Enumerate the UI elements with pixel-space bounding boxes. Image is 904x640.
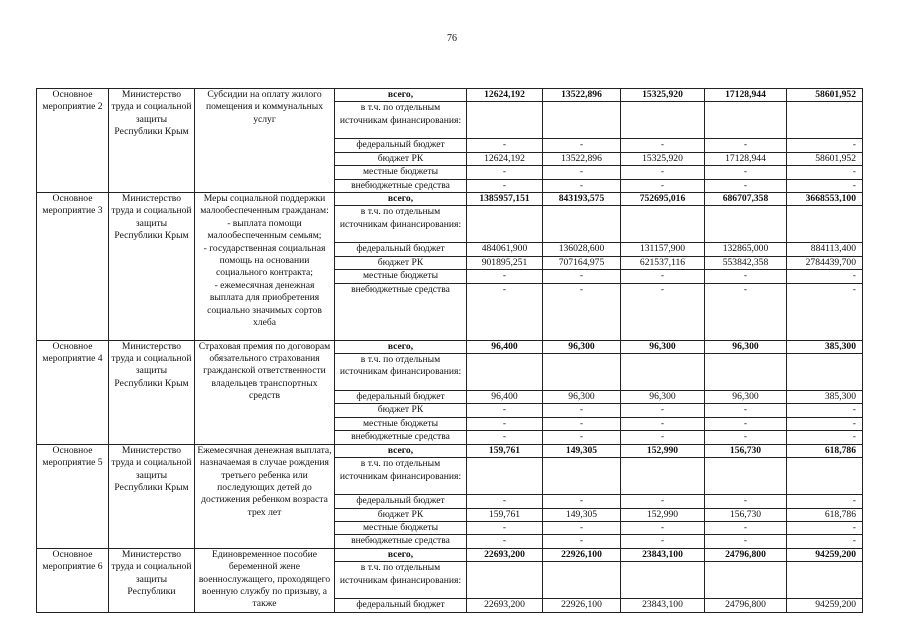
table-row [37,193,863,206]
table-row [37,548,863,561]
amount-cell: 96,300 [621,391,705,404]
amount-total-cell [787,206,863,243]
amount-total-cell: 884113,400 [787,243,863,256]
amount-cell: 15325,920 [621,89,705,102]
funding-source: местные бюджеты [335,166,467,179]
amount-cell: 22926,100 [543,599,621,612]
funding-source: бюджет РК [335,404,467,417]
amount-cell [705,458,787,495]
amount-cell [543,458,621,495]
amount-cell: 621537,116 [621,256,705,269]
amount-total-cell: 2784439,700 [787,256,863,269]
amount-total-cell: 94259,200 [787,599,863,612]
amount-cell [705,562,787,599]
amount-cell: 96,300 [621,340,705,353]
amount-total-cell: 94259,200 [787,548,863,561]
amount-cell: - [543,179,621,192]
funding-source: федеральный бюджет [335,495,467,508]
amount-cell: - [621,283,705,340]
amount-cell: 17128,944 [705,89,787,102]
activity-name: Основное мероприятие 6 [37,548,109,612]
amount-cell: - [543,521,621,534]
funding-source: бюджет РК [335,508,467,521]
page-number: 76 [447,33,457,44]
amount-cell: - [467,521,543,534]
funding-source: в т.ч. по отдельным источникам финансирования: [335,458,467,495]
funding-source: всего, [335,548,467,561]
amount-cell: 1385957,151 [467,193,543,206]
funding-source: местные бюджеты [335,417,467,430]
amount-cell: 12624,192 [467,152,543,165]
funding-source: бюджет РК [335,256,467,269]
amount-cell: - [543,495,621,508]
activity-name: Основное мероприятие 5 [37,444,109,548]
table-body [37,89,863,613]
funding-source: в т.ч. по отдельным источникам финансирования: [335,354,467,391]
amount-cell [467,102,543,139]
amount-total-cell: - [787,270,863,283]
amount-cell [621,102,705,139]
amount-total-cell: - [787,495,863,508]
amount-cell: - [621,417,705,430]
amount-cell: 15325,920 [621,152,705,165]
amount-cell: 24796,800 [705,599,787,612]
amount-cell: - [705,431,787,444]
amount-cell: - [705,139,787,152]
funding-source: федеральный бюджет [335,599,467,612]
amount-cell: - [621,166,705,179]
amount-total-cell: - [787,139,863,152]
funding-source: всего, [335,340,467,353]
amount-cell: 96,300 [705,340,787,353]
amount-cell: - [467,535,543,548]
activity-name: Основное мероприятие 3 [37,193,109,341]
funding-source: местные бюджеты [335,521,467,534]
amount-cell: - [621,139,705,152]
amount-cell: - [705,179,787,192]
amount-cell: - [621,521,705,534]
amount-cell [543,354,621,391]
funding-source: в т.ч. по отдельным источникам финансирования: [335,102,467,139]
amount-cell: 843193,575 [543,193,621,206]
amount-cell: - [543,417,621,430]
activity-description: Ежемесячная денежная выплата, назначаемая в случае рождения третьего ребенка или последующих детей до достижения ребенком возраста трех лет [195,444,335,548]
amount-total-cell: 385,300 [787,340,863,353]
activity-description: Субсидии на оплату жилого помещения и коммунальных услуг [195,89,335,193]
amount-total-cell: - [787,404,863,417]
amount-cell: - [621,179,705,192]
amount-cell: 159,761 [467,444,543,457]
amount-total-cell: 3668553,100 [787,193,863,206]
amount-cell: 149,305 [543,444,621,457]
amount-cell [467,562,543,599]
funding-source: внебюджетные средства [335,431,467,444]
amount-cell: 22693,200 [467,548,543,561]
amount-cell: 152,990 [621,444,705,457]
amount-total-cell [787,102,863,139]
amount-cell: - [621,270,705,283]
funding-source: внебюджетные средства [335,283,467,340]
executor-ministry: Министерство труда и социальной защиты Республики Крым [109,444,195,548]
amount-cell: - [705,404,787,417]
amount-total-cell: 618,786 [787,508,863,521]
amount-cell: 96,300 [705,391,787,404]
amount-cell: 686707,358 [705,193,787,206]
amount-cell: 17128,944 [705,152,787,165]
amount-cell: 156,730 [705,444,787,457]
amount-cell: 159,761 [467,508,543,521]
amount-cell: 23843,100 [621,599,705,612]
funding-source: всего, [335,89,467,102]
amount-cell: - [543,404,621,417]
activity-name: Основное мероприятие 2 [37,89,109,193]
amount-cell: - [705,535,787,548]
amount-cell: 24796,800 [705,548,787,561]
funding-source: федеральный бюджет [335,139,467,152]
amount-cell: 132865,000 [705,243,787,256]
executor-ministry: Министерство труда и социальной защиты Республики Крым [109,193,195,341]
amount-total-cell [787,354,863,391]
amount-cell [621,206,705,243]
amount-cell [621,562,705,599]
amount-cell: - [543,535,621,548]
amount-cell: 22926,100 [543,548,621,561]
activity-name: Основное мероприятие 4 [37,340,109,444]
amount-cell [543,562,621,599]
amount-total-cell: 58601,952 [787,152,863,165]
amount-cell [705,102,787,139]
amount-cell: - [705,417,787,430]
table-row [37,340,863,353]
amount-cell: - [705,166,787,179]
funding-source: в т.ч. по отдельным источникам финансирования: [335,562,467,599]
amount-cell: - [543,283,621,340]
amount-cell: - [543,166,621,179]
amount-cell: 707164,975 [543,256,621,269]
amount-cell: 152,990 [621,508,705,521]
amount-cell: 23843,100 [621,548,705,561]
amount-cell [705,354,787,391]
amount-cell: - [467,431,543,444]
amount-cell: 13522,896 [543,152,621,165]
funding-source: внебюджетные средства [335,179,467,192]
amount-total-cell: - [787,179,863,192]
amount-cell: - [621,431,705,444]
amount-cell: - [621,404,705,417]
amount-total-cell: - [787,166,863,179]
amount-cell [467,458,543,495]
amount-total-cell: - [787,417,863,430]
amount-total-cell: - [787,431,863,444]
amount-cell: 752695,016 [621,193,705,206]
amount-cell: - [705,495,787,508]
activity-description: Меры социальной поддержки малообеспеченным гражданам: - выплата помощи малообеспеченным семьям; - государственная социальная помощь на основании социального контракта; - ежемесячная денежная выплата для приобретения социально значимых сортов хлеба [195,193,335,341]
funding-source: внебюджетные средства [335,535,467,548]
amount-cell: 22693,200 [467,599,543,612]
amount-cell: - [705,283,787,340]
amount-cell: 96,300 [543,340,621,353]
executor-ministry: Министерство труда и социальной защиты Республики Крым [109,340,195,444]
amount-cell: 131157,900 [621,243,705,256]
amount-cell: 13522,896 [543,89,621,102]
activity-description: Страховая премия по договорам обязательного страхования гражданской ответственности владельцев транспортных средств [195,340,335,444]
table-row [37,444,863,457]
executor-ministry: Министерство труда и социальной защиты Республики [109,548,195,612]
amount-cell [543,206,621,243]
amount-cell: - [467,283,543,340]
activity-description: Единовременное пособие беременной жене военнослужащего, проходящего военную службу по призыву, а также [195,548,335,612]
amount-cell: 136028,600 [543,243,621,256]
amount-cell: - [543,270,621,283]
amount-cell: - [705,521,787,534]
amount-cell: 96,400 [467,340,543,353]
funding-source: федеральный бюджет [335,391,467,404]
funding-source: в т.ч. по отдельным источникам финансирования: [335,206,467,243]
amount-cell: 96,300 [543,391,621,404]
amount-cell: 149,305 [543,508,621,521]
funding-source: всего, [335,193,467,206]
budget-table [36,88,863,613]
amount-total-cell: 58601,952 [787,89,863,102]
amount-cell [467,354,543,391]
amount-cell: - [467,270,543,283]
amount-cell: - [467,495,543,508]
funding-source: федеральный бюджет [335,243,467,256]
funding-source: всего, [335,444,467,457]
amount-cell: - [467,417,543,430]
amount-cell [621,458,705,495]
amount-cell: - [705,270,787,283]
amount-total-cell: - [787,521,863,534]
amount-cell: - [543,139,621,152]
funding-source: бюджет РК [335,152,467,165]
amount-cell [621,354,705,391]
amount-cell: - [467,404,543,417]
amount-total-cell [787,458,863,495]
amount-total-cell: - [787,535,863,548]
amount-cell: 901895,251 [467,256,543,269]
amount-cell: - [467,179,543,192]
amount-cell [543,102,621,139]
amount-cell: 484061,900 [467,243,543,256]
amount-cell [705,206,787,243]
amount-cell: - [467,139,543,152]
amount-cell: - [621,535,705,548]
amount-total-cell: 385,300 [787,391,863,404]
amount-cell [467,206,543,243]
amount-cell: 96,400 [467,391,543,404]
amount-cell: - [543,431,621,444]
amount-total-cell: - [787,283,863,340]
amount-total-cell: 618,786 [787,444,863,457]
amount-total-cell [787,562,863,599]
amount-cell: - [467,166,543,179]
amount-cell: - [621,495,705,508]
amount-cell: 156,730 [705,508,787,521]
funding-source: местные бюджеты [335,270,467,283]
amount-cell: 553842,358 [705,256,787,269]
table-row [37,89,863,102]
executor-ministry: Министерство труда и социальной защиты Республики Крым [109,89,195,193]
amount-cell: 12624,192 [467,89,543,102]
